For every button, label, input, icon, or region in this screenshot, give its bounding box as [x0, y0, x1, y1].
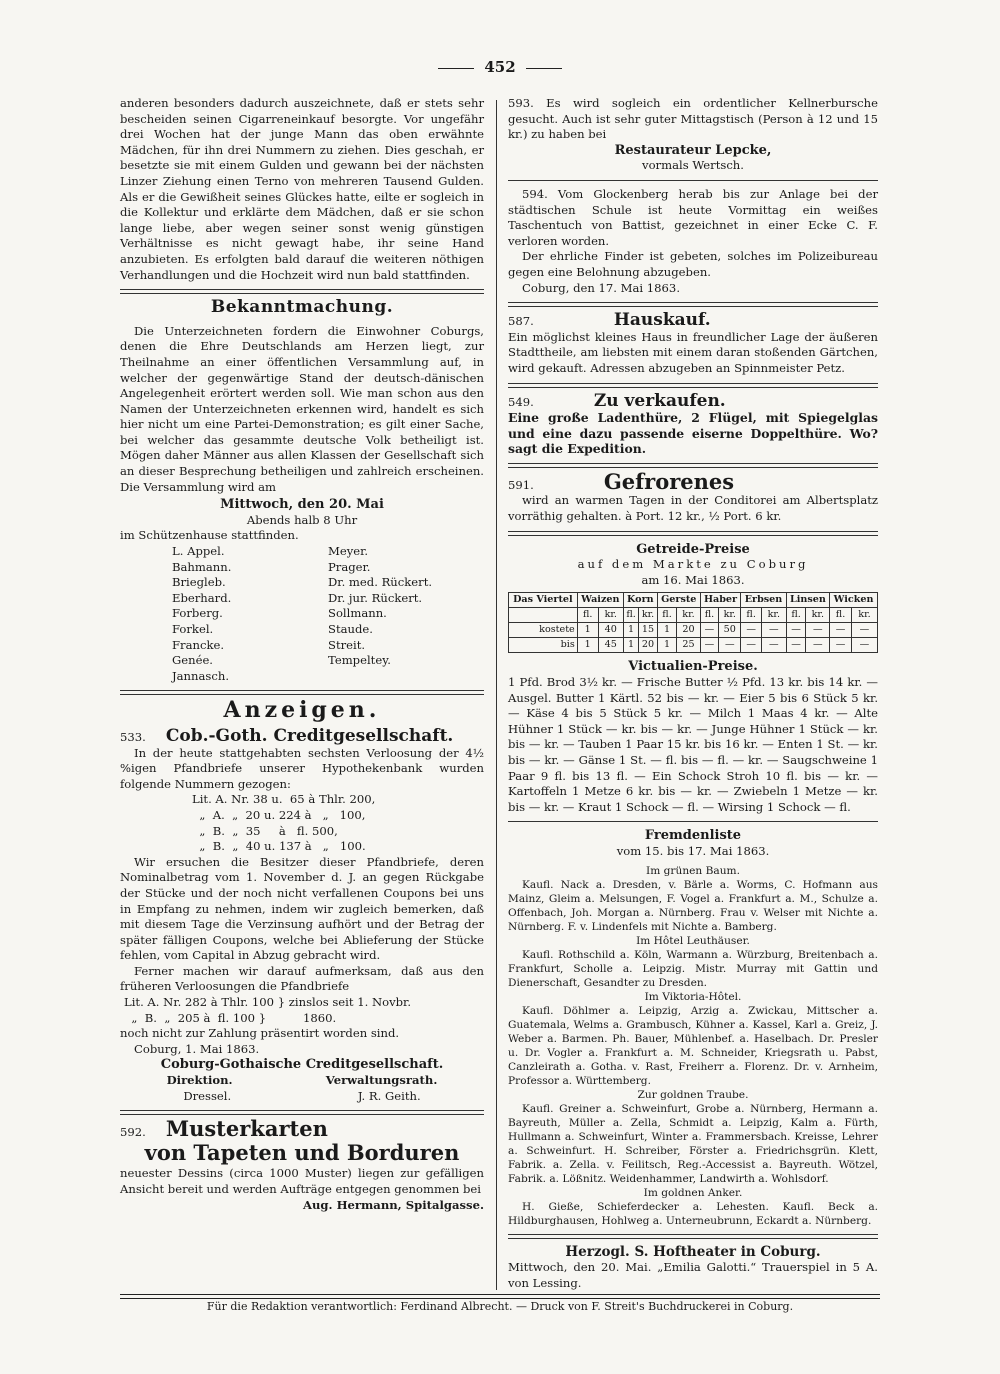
table-cell: —: [741, 638, 762, 653]
table-header: Erbsen: [741, 593, 786, 608]
divider: [508, 383, 878, 388]
table-cell: fl.: [577, 608, 598, 623]
table-cell: —: [830, 638, 852, 653]
table-row: [509, 623, 878, 638]
sig-direktion: Direktion.: [166, 1073, 233, 1088]
table-cell: 20: [677, 623, 700, 638]
theater-title: Herzogl. S. Hoftheater in Coburg.: [565, 1243, 821, 1260]
ad-592-header: [120, 1116, 484, 1142]
table-cell: —: [786, 638, 806, 653]
ad-592-subtitle: von Tapeten und Borduren: [144, 1139, 460, 1165]
table-cell: 20: [639, 638, 658, 653]
ad-number: 533.: [120, 729, 146, 744]
ad-593-sig2: vormals Wertsch.: [642, 158, 744, 173]
victualien-title: Victualien-Preise.: [628, 659, 758, 675]
hotel-name: Im grünen Baum.: [646, 864, 740, 877]
table-cell: kr.: [677, 608, 700, 623]
ad-549-text: Eine große Ladenthüre, 2 Flügel, mit Spiegelglas und eine dazu passende eiserne Doppelthüre. Wo? sagt die Expedition.: [508, 410, 878, 457]
meeting-date: Mittwoch, den 20. Mai: [220, 497, 384, 513]
hotel-name: Im Viktoria-Hôtel.: [644, 990, 742, 1003]
table-row: [509, 638, 878, 653]
ad-549-title: Zu verkaufen.: [593, 390, 726, 411]
table-cell: —: [806, 638, 830, 653]
table-cell: —: [700, 623, 719, 638]
sig-name: Dressel.: [183, 1088, 232, 1103]
table-cell: fl.: [741, 608, 762, 623]
imprint-footer: Für die Redaktion verantwortlich: Ferdinand Albrecht. — Druck von F. Streit's Buchdruckerei in Coburg.: [206, 1300, 794, 1313]
footer-rule: [120, 1294, 880, 1299]
lit-line: „ B. „ 35 à fl. 500,: [192, 823, 338, 838]
getreide-date: am 16. Mai 1863.: [641, 572, 745, 587]
signatory: Staude.: [328, 622, 373, 636]
ad-533-text2: Wir ersuchen die Besitzer dieser Pfandbriefe, deren Nominalbetrag vom 1. November d. J. an gegen Rückgabe der Stücke und der noch nicht verfallenen Coupons bei uns in Empfang zu nehmen, indem wir zugleich bemerken, daß mit diesem Tage die Verzinsung aufhört und der Betrag der später fälligen Coupons, welche bei Ablieferung der Stücke fehlen, vom Capital in Abzug gebracht wird.: [120, 854, 484, 963]
signatory: Jannasch.: [172, 668, 230, 683]
anzeigen-title: Anzeigen.: [223, 697, 381, 724]
column-divider: [496, 100, 497, 1290]
hotel-name: Zur goldnen Traube.: [637, 1088, 749, 1101]
signatory: Tempeltey.: [328, 653, 391, 668]
lit-line: Lit. A. Nr. 282 à Thlr. 100 } zinslos seit 1. Novbr.: [124, 995, 412, 1010]
signatory: Bahmann.: [172, 559, 232, 574]
grain-price-table: [508, 592, 878, 653]
signatory: Meyer.: [328, 544, 369, 559]
ad-533-lits: [120, 792, 484, 854]
table-cell: 1: [577, 623, 598, 638]
table-unit-row: [509, 608, 878, 623]
lit-line: „ B. „ 205 à fl. 100 } 1860.: [124, 1010, 337, 1025]
meeting-time: Abends halb 8 Uhr: [246, 512, 358, 527]
table-header-row: [509, 593, 878, 608]
ad-591-text: wird an warmen Tagen in der Conditorei am Albertsplatz vorräthig gehalten. à Port. 12 kr., ½ Port. 6 kr.: [508, 493, 878, 524]
ad-number: 549.: [508, 394, 534, 409]
divider: [508, 531, 878, 536]
ad-533-header: [120, 725, 484, 746]
table-cell: 1: [657, 623, 676, 638]
table-cell: bis: [509, 638, 578, 653]
table-cell: fl.: [830, 608, 852, 623]
signatory: Prager.: [328, 559, 371, 574]
ad-593-text: 593. Es wird sogleich ein ordentlicher Kellnerbursche gesucht. Auch ist sehr guter Mittagstisch (Person à 12 und 15 kr.) zu haben bei: [508, 96, 878, 142]
right-column: [508, 96, 878, 1291]
table-cell: —: [830, 623, 852, 638]
intro-article: anderen besonders dadurch auszeichnete, daß er stets sehr bescheiden seinen Cigarreneinkauf besorgte. Vor ungefähr drei Wochen hat der junge Mann das oben erwähnte Mädchen, für ihn drei Nummern zu ziehen. Dies geschah, er besetzte sie mit einem Gulden und gewann bei der nächsten Linzer Ziehung einen Terno von mehreren Tausend Gulden. Als er die Gewißheit seines Glückes hatte, eilte er sogleich in die Kollektur und erklärte dem Mädchen, daß er sie schon lange liebe, aber wegen seiner sonst wenig günstigen Verhältnisse es nicht gewagt habe, ihr seine Hand anzubieten. Es erfolgten bald darauf die weiteren nöthigen Verhandlungen und die Hochzeit wird nun bald stattfinden.: [120, 96, 484, 282]
divider: [508, 821, 878, 822]
divider: [120, 289, 484, 294]
hotel-guests: Kaufl. Rothschild a. Köln, Warmann a. Würzburg, Breitenbach a. Frankfurt, Scholle a. Leipzig. Mistr. Murray mit Gattin und Dienerschaft, Gesandter zu Dresden.: [508, 948, 878, 989]
ad-533-text3: Ferner machen wir darauf aufmerksam, daß aus den früheren Verloosungen die Pfandbriefe: [120, 963, 484, 994]
table-cell: kr.: [598, 608, 623, 623]
table-cell: 1: [623, 638, 638, 653]
ad-592-signature: Aug. Hermann, Spitalgasse.: [303, 1197, 484, 1212]
table-cell: —: [806, 623, 830, 638]
table-header: Gerste: [657, 593, 700, 608]
table-cell: 1: [577, 638, 598, 653]
table-cell: —: [761, 623, 786, 638]
signatories-left: [172, 544, 328, 684]
table-cell: 45: [598, 638, 623, 653]
table-cell: [509, 608, 578, 623]
ad-587-header: [508, 310, 878, 331]
table-header: Korn: [623, 593, 657, 608]
table-cell: 25: [677, 638, 700, 653]
ad-591-header: [508, 468, 878, 494]
table-cell: —: [700, 638, 719, 653]
table-cell: 50: [719, 623, 741, 638]
ad-592-text: neuester Dessins (circa 1000 Muster) liegen zur gefälligen Ansicht bereit und werden Aufträge entgegen genommen bei: [120, 1166, 484, 1196]
table-cell: 1: [657, 638, 676, 653]
table-cell: 15: [639, 623, 658, 638]
ad-593-signature: Restaurateur Lepcke,: [614, 142, 772, 158]
ad-594-text2: Der ehrliche Finder ist gebeten, solches im Polizeibureau gegen eine Belohnung abzugeben.: [508, 249, 878, 279]
table-cell: —: [741, 623, 762, 638]
ad-591-title: Gefrorenes: [603, 468, 735, 494]
table-header: Das Viertel: [509, 593, 578, 608]
divider: [508, 463, 878, 468]
hotel-name: Im Hôtel Leuthäuser.: [636, 934, 750, 947]
signatories: [120, 544, 484, 684]
signatories-right: [328, 544, 484, 684]
ad-533-title: Cob.-Goth. Creditgesellschaft.: [165, 725, 454, 746]
table-header: Linsen: [786, 593, 830, 608]
lit-line: Lit. A. Nr. 38 u. 65 à Thlr. 200,: [192, 792, 376, 807]
signatory: Forkel.: [172, 622, 214, 636]
ad-533-text4: noch nicht zur Zahlung präsentirt worden sind.: [120, 1026, 400, 1041]
table-cell: —: [719, 638, 741, 653]
table-cell: —: [851, 638, 877, 653]
divider: [120, 1110, 484, 1115]
table-cell: kostete: [509, 623, 578, 638]
sig-name: J. R. Geith.: [357, 1088, 421, 1103]
ad-533-lits2: [120, 995, 484, 1026]
hotel-list: [508, 864, 878, 1228]
table-cell: fl.: [623, 608, 638, 623]
signatory: Briegleb.: [172, 575, 226, 590]
ad-594-text: 594. Vom Glockenberg herab bis zur Anlage bei der städtischen Schule ist heute Vormittag ein weißes Taschentuch von Battist, gezeichnet in einer Ecke C. F. verloren worden.: [508, 186, 878, 248]
table-cell: 1: [623, 623, 638, 638]
signatory: Francke.: [172, 637, 225, 652]
sig-verwaltungsrath: Verwaltungsrath.: [325, 1073, 438, 1088]
signatory: Genée.: [172, 653, 213, 668]
lit-line: „ A. „ 20 u. 224 à „ 100,: [192, 807, 366, 822]
signatory: L. Appel.: [172, 544, 225, 559]
table-cell: kr.: [806, 608, 830, 623]
table-cell: —: [786, 623, 806, 638]
ad-533-sig-row: [120, 1073, 484, 1089]
divider: [508, 302, 878, 307]
divider: [508, 180, 878, 181]
victualien-text: 1 Pfd. Brod 3½ kr. — Frische Butter ½ Pfd. 13 kr. bis 14 kr. — Ausgel. Butter 1 Kärtl. 52 bis — kr. — Eier 5 bis 6 Stück 5 kr. — Käse 4 bis 5 Stück 5 kr. — Milch 1 Maas 4 kr. — Alte Hühner 1 Stück — kr. bis — kr. — Junge Hühner 1 Stück — kr. bis — kr. — Tauben 1 Paar 15 kr. bis 16 kr. — Enten 1 St. — kr. bis — kr. — Gänse 1 St. — fl. bis — fl. — kr. — Saugschweine 1 Paar 9 fl. bis 13 fl. — Ein Schock Stroh 10 fl. bis — kr. — Kartoffeln 1 Metze 6 kr. bis — kr. — Zwiebeln 1 Metze — kr. bis — kr. — Kraut 1 Schock — fl. — Wirsing 1 Schock — fl.: [508, 675, 878, 814]
ad-592-title: Musterkarten: [165, 1116, 328, 1142]
table-cell: fl.: [700, 608, 719, 623]
page-number: 452: [0, 58, 1000, 76]
signatory: Streit.: [328, 637, 366, 652]
table-cell: kr.: [639, 608, 658, 623]
hotel-name: Im goldnen Anker.: [643, 1186, 743, 1199]
table-cell: kr.: [761, 608, 786, 623]
bekanntmachung-title: Bekanntmachung.: [210, 297, 394, 318]
table-cell: fl.: [786, 608, 806, 623]
ad-number: 591.: [508, 477, 534, 492]
hotel-guests: Kaufl. Döhlmer a. Leipzig, Arzig a. Zwickau, Mittscher a. Guatemala, Welms a. Grambusch, Kühner a. Kassel, Karl a. Greiz, J. Weber a. Barmen. Ph. Bauer, Mühlenbef. a. Haselbach. Dr. Presler u. Dr. Vogler a. Frankfurt a. M. Schneider, Kriegsrath u. Pabst, Canzleirath a. Gotha. v. Rast, Freiherr a. Florenz. Dr. v. Arnheim, Professor a. Württemberg.: [508, 1004, 878, 1087]
table-cell: fl.: [657, 608, 676, 623]
table-cell: —: [761, 638, 786, 653]
ad-587-title: Hauskauf.: [613, 310, 711, 331]
ad-number: 587.: [508, 314, 534, 329]
signatory: Sollmann.: [328, 606, 387, 621]
table-header: Haber: [700, 593, 741, 608]
getreide-title: Getreide-Preise: [636, 541, 750, 557]
signatory: Eberhard.: [172, 590, 232, 605]
ad-594-date: Coburg, den 17. Mai 1863.: [522, 280, 680, 295]
table-cell: 40: [598, 623, 623, 638]
hotel-guests: H. Gieße, Schieferdecker a. Lehesten. Kaufl. Beck a. Hildburghausen, Hohlweg a. Unterneubrunn, Eckardt a. Nürnberg.: [508, 1200, 878, 1227]
ad-533-signature: Coburg-Gothaische Creditgesellschaft.: [160, 1057, 444, 1073]
ad-533-text: In der heute stattgehabten sechsten Verloosung der 4½ %igen Pfandbriefe unserer Hypothekenbank wurden folgende Nummern gezogen:: [120, 745, 484, 791]
signatory: Dr. jur. Rückert.: [328, 590, 423, 605]
meeting-place: im Schützenhause stattfinden.: [120, 528, 299, 543]
hotel-guests: Kaufl. Nack a. Dresden, v. Bärle a. Worms, C. Hofmann aus Mainz, Gleim a. Melsungen, F. Vogel a. Frankfurt a. M., Schulze a. Offenbach, Joh. Morgan a. Nürnberg. Frau v. Welser mit Nichte a. Nürnberg. F. v. Lindenfels mit Nichte a. Bamberg.: [508, 878, 878, 933]
table-header: Wicken: [830, 593, 878, 608]
table-header: Waizen: [577, 593, 623, 608]
table-cell: kr.: [851, 608, 877, 623]
ad-549-header: [508, 390, 878, 411]
ad-587-text: Ein möglichst kleines Haus in freundlicher Lage der äußeren Stadttheile, am liebsten mit einem daran stoßenden Gärtchen, wird gekauft. Adressen abzugeben an Spinnmeister Petz.: [508, 329, 878, 375]
getreide-subtitle: auf dem Markte zu Coburg: [577, 557, 809, 572]
ad-number: 592.: [120, 1125, 146, 1140]
divider: [120, 690, 484, 695]
signatory: Dr. med. Rückert.: [328, 575, 433, 590]
theater-text: Mittwoch, den 20. Mai. „Emilia Galotti.“ Trauerspiel in 5 A. von Lessing.: [508, 1260, 878, 1290]
fremdenliste-title: Fremdenliste: [644, 828, 742, 844]
fremdenliste-subtitle: vom 15. bis 17. Mai 1863.: [616, 843, 770, 858]
signatory: Forberg.: [172, 606, 223, 621]
table-cell: kr.: [719, 608, 741, 623]
left-column: [120, 96, 484, 1213]
ad-533-date: Coburg, 1. Mai 1863.: [134, 1041, 260, 1056]
divider: [508, 1234, 878, 1239]
bekanntmachung-text: Die Unterzeichneten fordern die Einwohner Coburgs, denen die Ehre Deutschlands am Herzen liegt, zur Theilnahme an einer öffentlichen Versammlung auf, in welcher der gegenwärtige Stand der deutsch-dänischen Angelegenheit erörtert werden soll. Wie man schon aus den Namen der Unterzeichneten erkennen wird, handelt es sich hier nicht um eine Partei-Demonstration; es gilt einer Sache, bei welcher das gesammte deutsche Volk betheiligt ist. Mögen daher Männer aus allen Klassen der Gesellschaft sich an dieser Besprechung betheiligen und zahlreich erscheinen. Die Versammlung wird am: [120, 323, 484, 494]
table-cell: —: [851, 623, 877, 638]
ad-533-sig-names: [120, 1089, 484, 1105]
hotel-guests: Kaufl. Greiner a. Schweinfurt, Grobe a. Nürnberg, Hermann a. Bayreuth, Müller a. Zella, Schmidt a. Leipzig, Kalm a. Fürth, Hullmann a. Schweinfurt, Winter a. Frammersbach. Kreisse, Lehrer a. Schweinfurt. H. Schreiber, Förster a. Friedrichsgrün. Klett, Fabrik. a. Zella. v. Feilitsch, Reg.-Accessist a. Bayreuth. Wötzel, Fabrik. a. Lößnitz. Weidenhammer, Landwirth a. Wohlsdorf.: [508, 1102, 878, 1185]
lit-line: „ B. „ 40 u. 137 à „ 100.: [192, 839, 366, 854]
